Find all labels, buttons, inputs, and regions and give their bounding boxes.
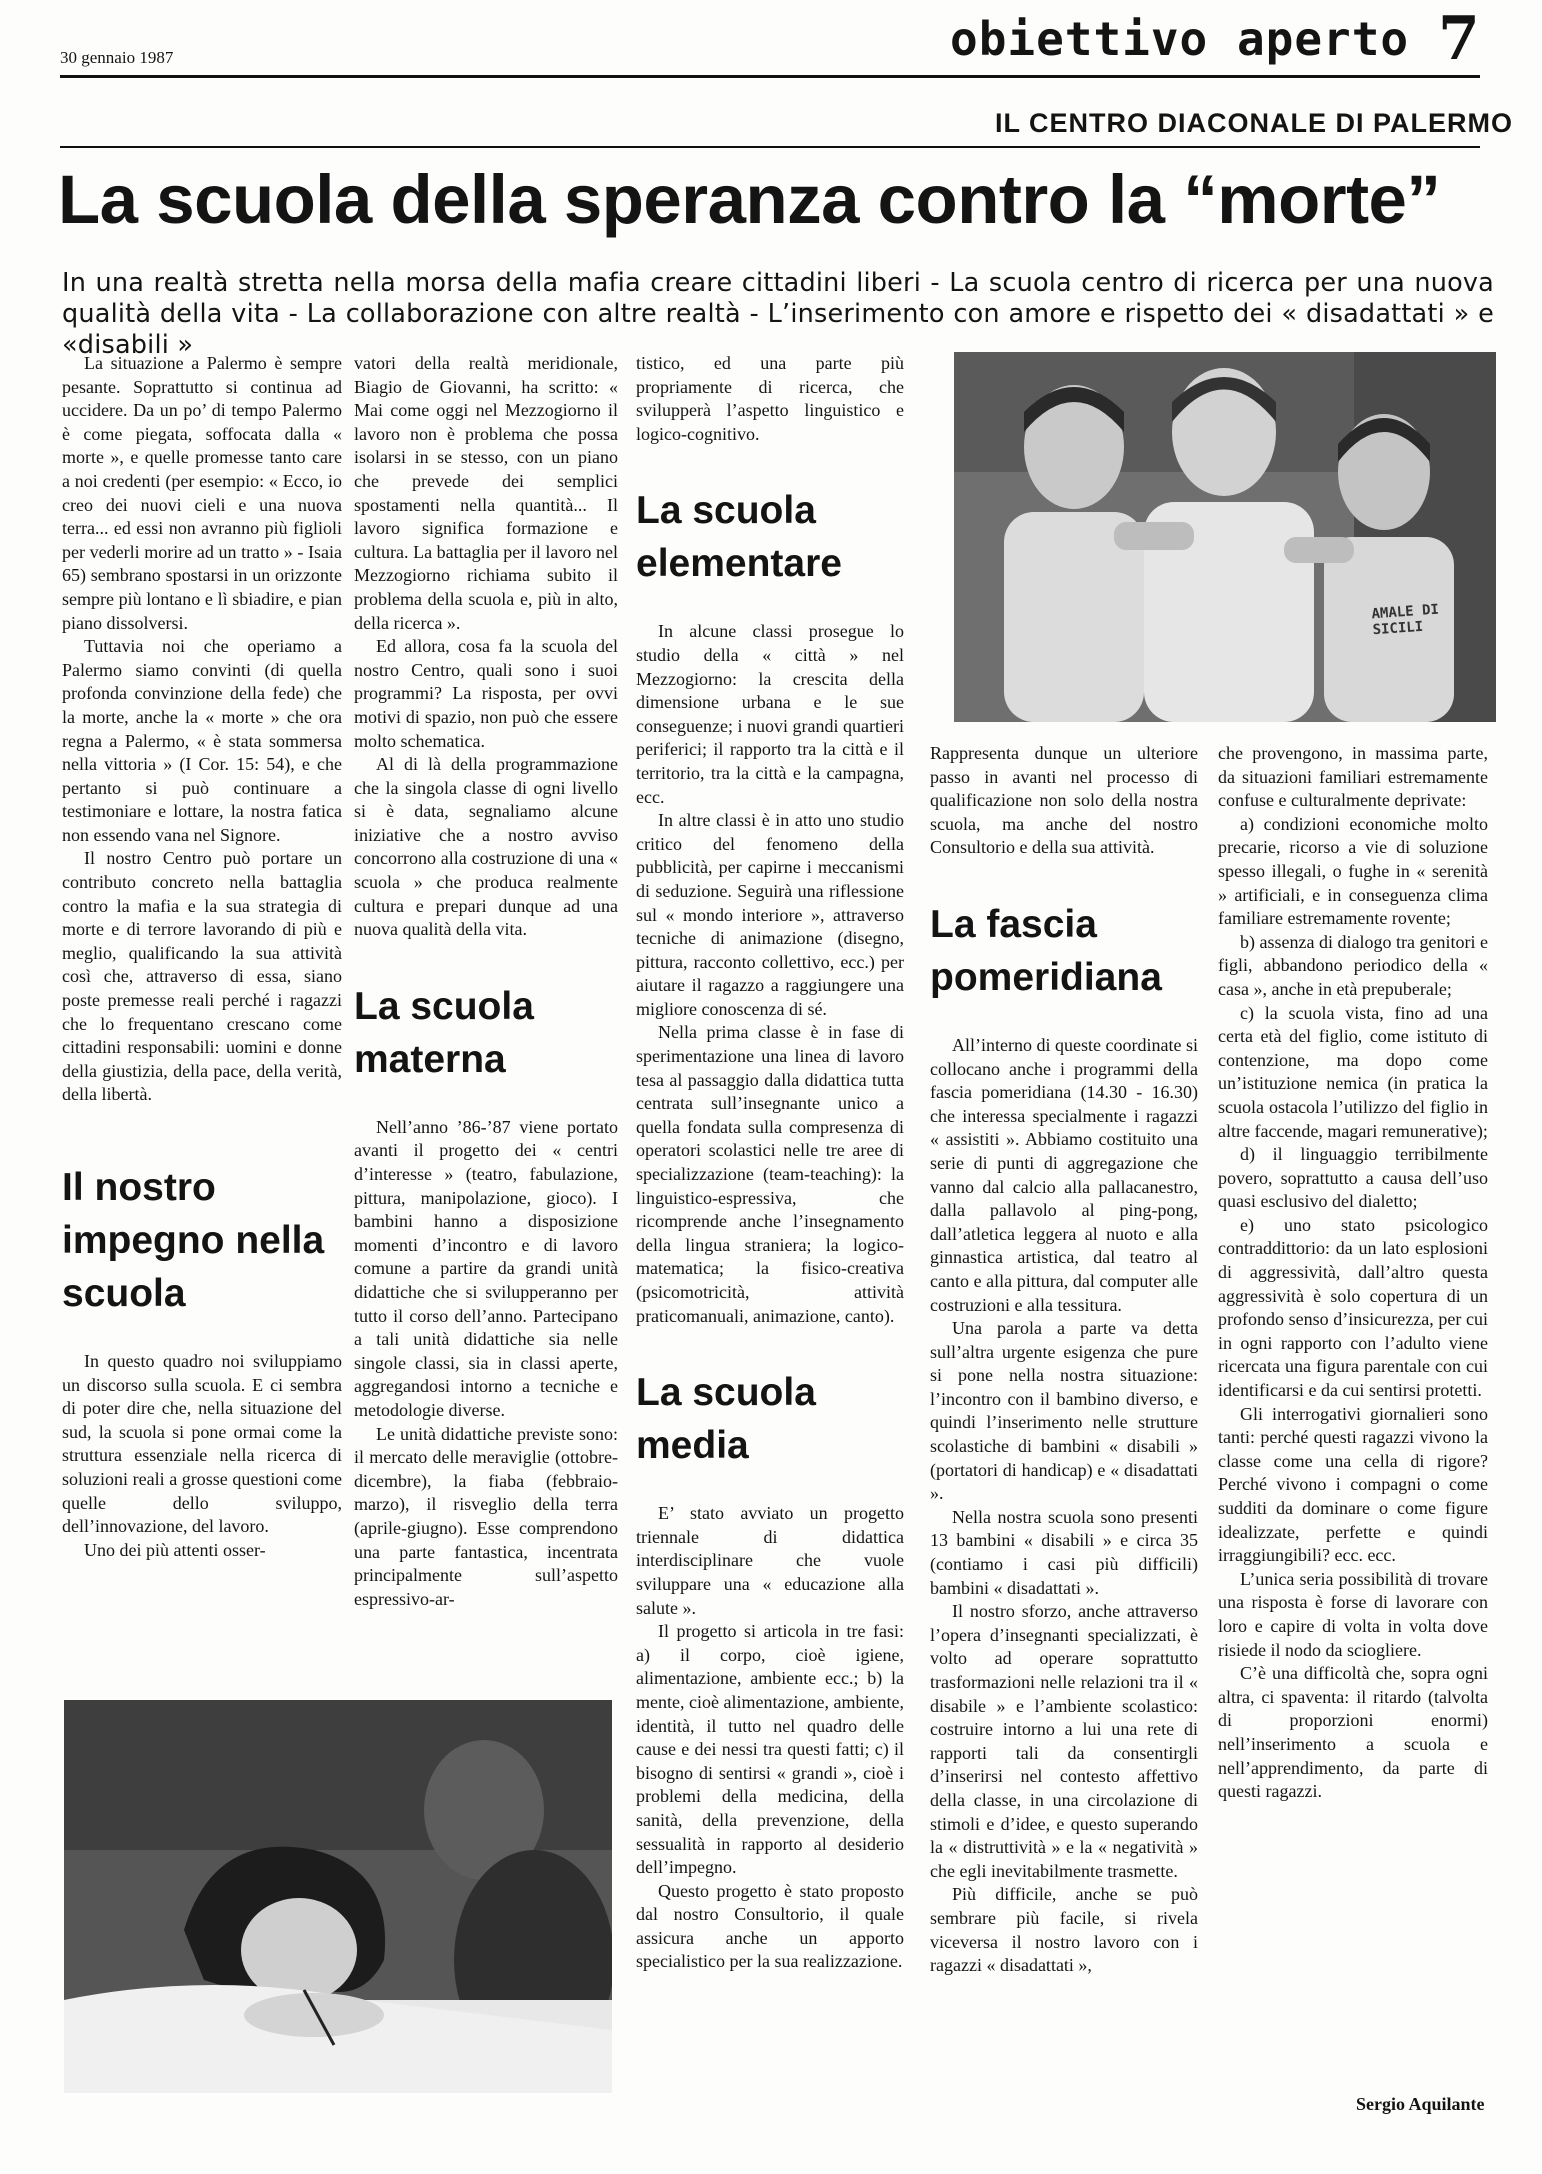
paragraph: Ed allora, cosa fa la scuola del nostro Centro, quali sono i suoi programmi? La risposta, per ovvi motivi di spazio, non può che essere molto schematica. [354, 636, 618, 751]
photo-three-boys [954, 352, 1496, 722]
section-title: obiettivo aperto [950, 12, 1410, 66]
kicker-rule [60, 146, 1480, 148]
paragraph: vatori della realtà meridionale, Biagio de Giovanni, ha scritto: « Mai come oggi nel Mezzogiorno il lavoro non è problema che possa isolarsi in se stesso, con un piano che prevede dei semplici spostamenti nella quantità... Il lavoro significa formazione e cultura. La battaglia per il lavoro nel Mezzogiorno richiama subito il problema della scuola e, più in alto, della ricerca ». [354, 353, 618, 633]
photo-girl-writing [64, 1700, 612, 2093]
subheading-nostro-impegno: Il nostro impegno nella scuola [62, 1166, 325, 1315]
photo-shirt-text: AMALE DI SICILI [1371, 601, 1440, 639]
paragraph: che provengono, in massima parte, da situazioni familiari estremamente confuse e culturalmente deprivate: [1218, 743, 1488, 811]
article-headline: La scuola della speranza contro la “morte” [58, 161, 1441, 238]
article-deck: In una realtà stretta nella morsa della mafia creare cittadini liberi - La scuola centro di ricerca per una nuova qualità della vita - La collaborazione con altre realtà - L’inserimento con amore e rispetto dei « disadattati » e «disabili » [62, 268, 1494, 360]
paragraph: a) condizioni economiche molto precarie, ricorso a vie di soluzione spesso illegali, o fughe in « serenità » artificiali, e in conseguenza clima familiare estremamente rovente; [1218, 813, 1488, 929]
paragraph: In questo quadro noi sviluppiamo un discorso sulla scuola. E ci sembra di poter dire che, nella situazione del sud, la scuola si pone ormai come la struttura essenziale nella ricerca di soluzioni reali a grosse questioni come quelle dello sviluppo, dell’innovazione, del lavoro. [62, 1351, 342, 1537]
column-5 [1218, 742, 1488, 1804]
paragraph: Gli interrogativi giornalieri sono tanti: perché questi ragazzi vivono la classe come una cella di rigore? Perché vivono i compagni o come sudditi da dominare o come figure idealizzate, perfette e quindi irraggiungibili? ecc. ecc. [1218, 1403, 1488, 1566]
column-1 [62, 352, 342, 1562]
paragraph: All’interno di queste coordinate si collocano anche i programmi della fascia pomeridiana (14.30 - 16.30) che interessa specialmente i ragazzi « assistiti ». Abbiamo costituito una serie di punti di aggregazione che vanno dal calcio alla pallacanestro, dalla pallavolo al ping-pong, dall’atletica leggera al nuoto e alla ginnastica artistica, dal teatro al canto e alla pittura, dal computer alle costruzioni e alla tessitura. [930, 1034, 1198, 1315]
paragraph: Questo progetto è stato proposto dal nostro Consultorio, il quale assicura anche un apporto specialistico per la sua realizzazione. [636, 1880, 904, 1972]
paragraph: Più difficile, anche se può sembrare più facile, si rivela viceversa il nostro lavoro con i ragazzi « disadattati », [930, 1884, 1198, 1976]
paragraph: La situazione a Palermo è sempre pesante. Soprattutto si continua ad uccidere. Da un po’ di tempo Palermo è come piegata, soffocata dalla « morte », e quelle promesse tanto care a noi credenti (per esempio: « Ecco, io creo dei nuovi cieli e una nuova terra... ed essi non avranno più figlioli per vederli morire ad un tratto » - Isaia 65) sembrano spostarsi in un orizzonte sempre più lontano e lì sbiadire, e pian piano dissolversi. [62, 353, 342, 633]
page-number: 7 [1438, 4, 1480, 74]
issue-date: 30 gennaio 1987 [60, 48, 174, 67]
article-kicker: IL CENTRO DIACONALE DI PALERMO [995, 108, 1514, 138]
subheading-scuola-materna: La scuola materna [354, 984, 534, 1081]
paragraph: tistico, ed una parte più propriamente di ricerca, che svilupperà l’aspetto linguistico e logico-cognitivo. [636, 353, 904, 444]
paragraph: Una parola a parte va detta sull’altra urgente esigenza che pure si pone nella nostra situazione: l’incontro con il bambino diverso, e quindi l’inserimento nelle strutture scolastiche di bambini « disabili » (portatori di handicap) e « disadattati ». [930, 1318, 1198, 1504]
author-signature: Sergio Aquilante [1356, 2094, 1485, 2114]
paragraph: C’è una difficoltà che, sopra ogni altra, ci spaventa: il ritardo (talvolta di proporzioni enormi) nell’inserimento a scuola e nell’apprendimento, da parte di questi ragazzi. [1218, 1663, 1488, 1802]
paragraph: b) assenza di dialogo tra genitori e figli, abbandono periodico della « casa », anche in età prepuberale; [1218, 931, 1488, 999]
subheading-scuola-media: La scuola media [636, 1371, 816, 1468]
column-3 [636, 352, 904, 1974]
column-2 [354, 352, 618, 1611]
paragraph: L’unica seria possibilità di trovare una risposta è forse di lavorare con loro e capire di volta in volta dove risiede il nodo da sciogliere. [1218, 1568, 1488, 1660]
paragraph: Nella prima classe è in fase di sperimentazione una linea di lavoro tesa al passaggio dalla didattica tutta centrata sull’insegnante unico a quella fondata sulla compresenza di operatori scolastici nelle tre aree di specializzazione (team-teaching): la linguistico-espressiva, che ricomprende anche l’insegnamento della lingua straniera; la logico-matematica; la fisico-creativa (psicomotricità, attività praticomanuali, animazione, canto). [636, 1022, 904, 1326]
paragraph: Nell’anno ’86-’87 viene portato avanti il progetto dei « centri d’interesse » (teatro, fabulazione, pittura, manipolazione, gioco). I bambini hanno a disposizione momenti d’incontro e di lavoro comune a partire da grandi unità didattiche che si svilupperanno per tutto il corso dell’anno. Partecipano a tali unità didattiche sia nelle singole classi, sia in classi aperte, aggregandosi intorno a tecniche e metodologie diverse. [354, 1116, 618, 1420]
paragraph: Il progetto si articola in tre fasi: a) il corpo, cioè igiene, alimentazione, ambiente ecc.; b) la mente, cioè alimentazione, ambiente, identità, il tutto nel quadro delle cause e dei nessi tra questi fatti; c) il bisogno di sentirsi « grandi », cioè i problemi della medicina, della sanità, della prevenzione, della sessualità in rapporto al desiderio dell’impegno. [636, 1621, 904, 1878]
photo-three-boys-image [954, 352, 1496, 722]
paragraph: Rappresenta dunque un ulteriore passo in avanti nel processo di qualificazione non solo della nostra scuola, ma anche del nostro Consultorio e della sua attività. [930, 743, 1198, 858]
column-4 [930, 742, 1198, 1978]
paragraph: Uno dei più attenti osser- [84, 1539, 266, 1560]
paragraph: E’ stato avviato un progetto triennale di didattica interdisciplinare che vuole sviluppare una « educazione alla salute ». [636, 1503, 904, 1618]
paragraph: d) il linguaggio terribilmente povero, soprattutto a causa dell’uso quasi esclusivo del dialetto; [1218, 1144, 1488, 1212]
subheading-fascia-pomeridiana: La fascia pomeridiana [930, 902, 1162, 999]
paragraph: Le unità didattiche previste sono: il mercato delle meraviglie (ottobre-dicembre), la fiaba (febbraio-marzo), il risveglio della terra (aprile-giugno). Esse comprendono una parte fantastica, incentrata principalmente sull’aspetto espressivo-ar- [354, 1423, 618, 1609]
paragraph: c) la scuola vista, fino ad una certa età del figlio, come istituto di contenzione, ma dopo come un’istituzione nemica (in pratica la scuola ostacola l’utilizzo del figlio in altre faccende, magari remunerative); [1218, 1002, 1488, 1141]
masthead-rule [60, 75, 1480, 78]
paragraph: e) uno stato psicologico contraddittorio: da un lato esplosioni di aggressività, dall’altro questa aggressività è solo copertura di un profondo senso d’insicurezza, per cui in ogni rapporto con l’adulto viene ricercata una figura parentale con cui identificarsi e da cui sentirsi protetti. [1218, 1214, 1488, 1401]
paragraph: In altre classi è in atto uno studio critico del fenomeno della pubblicità, per capirne i meccanismi di seduzione. Seguirà una riflessione sul « mondo interiore », attraverso tecniche di animazione (disegno, pittura, racconto collettivo, ecc.) per aiutare il ragazzo a raggiungere una migliore conoscenza di sé. [636, 810, 904, 1019]
subheading-scuola-elementare: La scuola elementare [636, 489, 842, 586]
paragraph: Al di là della programmazione che la singola classe di ogni livello si è data, segnaliamo alcune iniziative che a nostro avviso concorrono alla costruzione di una « scuola » che produca realmente cultura e prepari dunque ad una nuova qualità della vita. [354, 754, 618, 940]
photo-girl-writing-image [64, 1700, 612, 2093]
paragraph: Tuttavia noi che operiamo a Palermo siamo convinti (di quella profonda convinzione della fede) che la morte, anche la « morte » che ora regna a Palermo, « è stata sommersa nella vittoria » (I Cor. 15: 54), e che pertanto si può continuare a testimoniare e lottare, la nostra fatica non essendo vana nel Signore. [62, 636, 342, 845]
paragraph: Il nostro sforzo, anche attraverso l’opera d’insegnanti specializzati, è volto ad operare soprattutto trasformazioni nelle relazioni tra il « disabile » e l’ambiente scolastico: costruire intorno a lui una rete di rapporti tali da consentirgli d’inserirsi nel contesto affettivo della classe, in una circolazione di stimoli e d’idee, e questo superando la « distruttività » e la « negatività » che egli inevitabilmente trasmette. [930, 1601, 1198, 1881]
paragraph: In alcune classi prosegue lo studio della « città » nel Mezzogiorno: la crescita della dimensione urbana e le sue conseguenze; i nuovi grandi quartieri periferici; il rapporto tra la città e il territorio, tra la città e la campagna, ecc. [636, 621, 904, 807]
paragraph: Nella nostra scuola sono presenti 13 bambini « disabili » e circa 35 (contiamo i casi più difficili) bambini « disadattati ». [930, 1506, 1198, 1598]
paragraph: Il nostro Centro può portare un contributo concreto nella battaglia contro la mafia e la sua strategia di morte e di terrore lavorando di più e meglio, qualificando la sua attività così che, attraverso di essa, siano poste premesse reali perché i ragazzi che lo frequentano crescano come cittadini responsabili: uomini e donne della giustizia, della pace, della verità, della libertà. [62, 848, 342, 1105]
